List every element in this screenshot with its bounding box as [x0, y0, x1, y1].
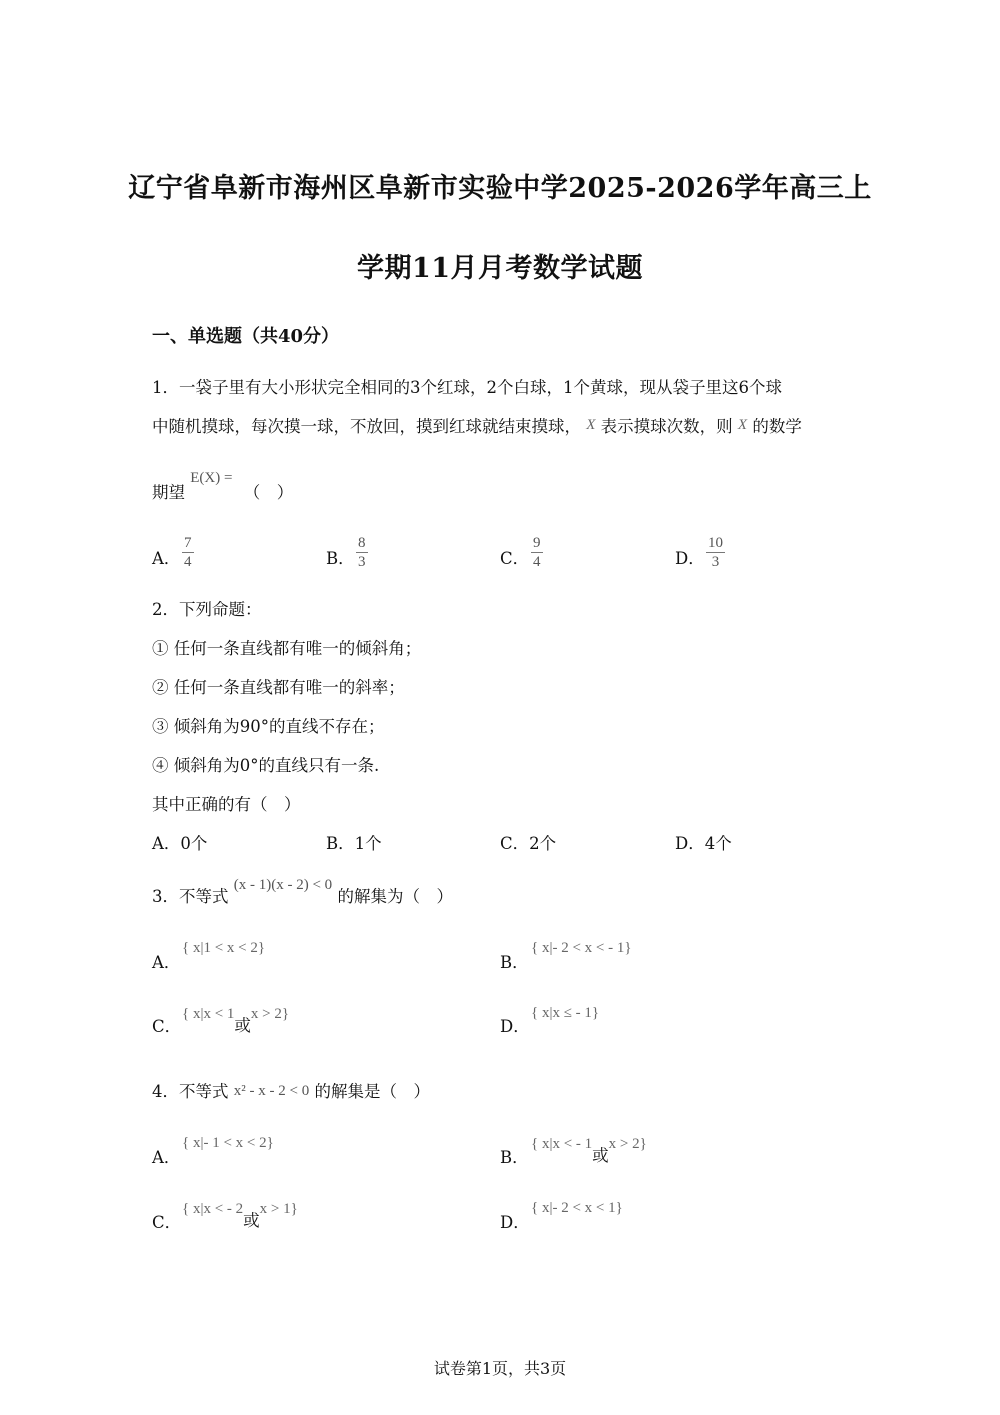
q1-answer-bracket: （ ） — [243, 483, 294, 502]
q1-stem-line1: 1．一袋子里有大小形状完全相同的3个红球，2个白球，1个黄球，现从袋子里这6个球 — [152, 378, 782, 397]
q4-option-b-set-part1: { x|x < - 1 — [531, 1136, 593, 1152]
q4-stem — [152, 1081, 430, 1104]
q3-stem-text-a: 3．不等式 — [152, 887, 229, 906]
q1-option-b-denominator: 3 — [358, 554, 366, 570]
q4-option-c-set-part2: x > 1} — [259, 1201, 298, 1217]
q4-option-c-label: C． — [152, 1213, 182, 1232]
q4-option-b-or: 或 — [592, 1146, 609, 1165]
q1-option-c-fraction — [531, 534, 543, 571]
q1-stem-text-b: 表示摸球次数，则 — [600, 417, 733, 436]
q1-option-b-label: B． — [326, 549, 355, 568]
q2-option-a: A．0个 — [152, 834, 208, 853]
q1-option-d-fraction — [706, 534, 725, 571]
q3-stem — [152, 877, 453, 909]
q2-stem: 2．下列命题： — [152, 600, 262, 619]
exam-title-line1: 辽宁省阜新市海州区阜新市实验中学2025-2026学年高三上 — [128, 173, 872, 204]
q1-option-b-fraction — [356, 534, 368, 571]
q3-option-d-label: D． — [500, 1017, 530, 1036]
q2-question: 其中正确的有（ ） — [152, 795, 301, 814]
q4-option-d-set: { x|- 2 < x < 1} — [531, 1200, 623, 1216]
q3-option-c-label: C． — [152, 1017, 182, 1036]
q1-stem-text-c: 的数学 — [752, 417, 802, 436]
q1-variable-x-2: X — [737, 417, 748, 433]
q1-option-c-numerator: 9 — [533, 535, 541, 551]
q1-expectation-expr: E(X) = — [190, 470, 233, 486]
q3-option-a-set: { x|1 < x < 2} — [182, 940, 266, 956]
q4-option-c-or: 或 — [243, 1211, 260, 1230]
q3-option-c-set-part1: { x|x < 1 — [182, 1006, 235, 1022]
q3-inequality-expr: (x - 1)(x - 2) < 0 — [233, 877, 333, 893]
q2-item-2: ② 任何一条直线都有唯一的斜率； — [152, 678, 405, 697]
q3-stem-text-b: 的解集为（ ） — [337, 887, 453, 906]
section-heading: 一、单选题（共40分） — [152, 326, 340, 347]
q4-option-d-label: D． — [500, 1213, 530, 1232]
q2-option-d: D．4个 — [675, 834, 732, 853]
q1-option-c-denominator: 4 — [533, 554, 541, 570]
q1-option-d-label: D． — [675, 549, 705, 568]
q4-inequality-expr: x² - x - 2 < 0 — [233, 1083, 310, 1099]
q4-option-c-set-part1: { x|x < - 2 — [182, 1201, 244, 1217]
q1-option-d-denominator: 3 — [711, 554, 720, 570]
q2-item-1: ① 任何一条直线都有唯一的倾斜角； — [152, 639, 422, 658]
q2-option-b: B．1个 — [326, 834, 382, 853]
q1-stem-line3 — [152, 470, 294, 505]
q3-option-d-set: { x|x ≤ - 1} — [531, 1005, 600, 1021]
q1-stem-text-a: 中随机摸球，每次摸一球，不放回，摸到红球就结束摸球， — [152, 417, 581, 436]
q1-option-a-numerator: 7 — [184, 535, 192, 551]
page-footer: 试卷第1页，共3页 — [433, 1359, 567, 1378]
q3-option-c-or: 或 — [234, 1016, 251, 1035]
q2-item-3: ③ 倾斜角为90°的直线不存在； — [152, 717, 385, 736]
q3-option-c-set-part2: x > 2} — [250, 1006, 290, 1022]
q4-option-b-set-part2: x > 2} — [608, 1136, 647, 1152]
q1-variable-x: X — [586, 417, 596, 433]
q1-option-b-numerator: 8 — [358, 535, 366, 551]
q1-option-a-denominator: 4 — [184, 554, 192, 570]
q1-option-a-fraction — [182, 534, 194, 571]
q3-option-b-label: B． — [500, 953, 529, 972]
q3-option-b-set: { x|- 2 < x < - 1} — [531, 940, 632, 956]
q2-item-4: ④ 倾斜角为0°的直线只有一条. — [152, 756, 380, 775]
q1-option-d-numerator: 10 — [708, 535, 723, 551]
q4-option-b-set — [531, 1133, 647, 1165]
exam-title-line2: 学期11月月考数学试题 — [356, 253, 644, 284]
q1-option-a-label: A． — [152, 549, 181, 568]
q2-option-c: C．2个 — [500, 834, 557, 853]
q4-option-a-label: A． — [152, 1148, 181, 1167]
q4-stem-text-b: 的解集是（ ） — [314, 1082, 430, 1101]
q1-stem-line2 — [152, 416, 802, 439]
q1-stem-text-expect: 期望 — [152, 483, 185, 502]
q4-option-b-label: B． — [500, 1148, 529, 1167]
q4-option-a-set: { x|- 1 < x < 2} — [182, 1135, 274, 1151]
q4-stem-text-a: 4．不等式 — [152, 1082, 229, 1101]
q3-option-c-set — [182, 1003, 290, 1035]
q1-option-c-label: C． — [500, 549, 530, 568]
q4-option-c-set — [182, 1198, 298, 1230]
q3-option-a-label: A． — [152, 953, 181, 972]
